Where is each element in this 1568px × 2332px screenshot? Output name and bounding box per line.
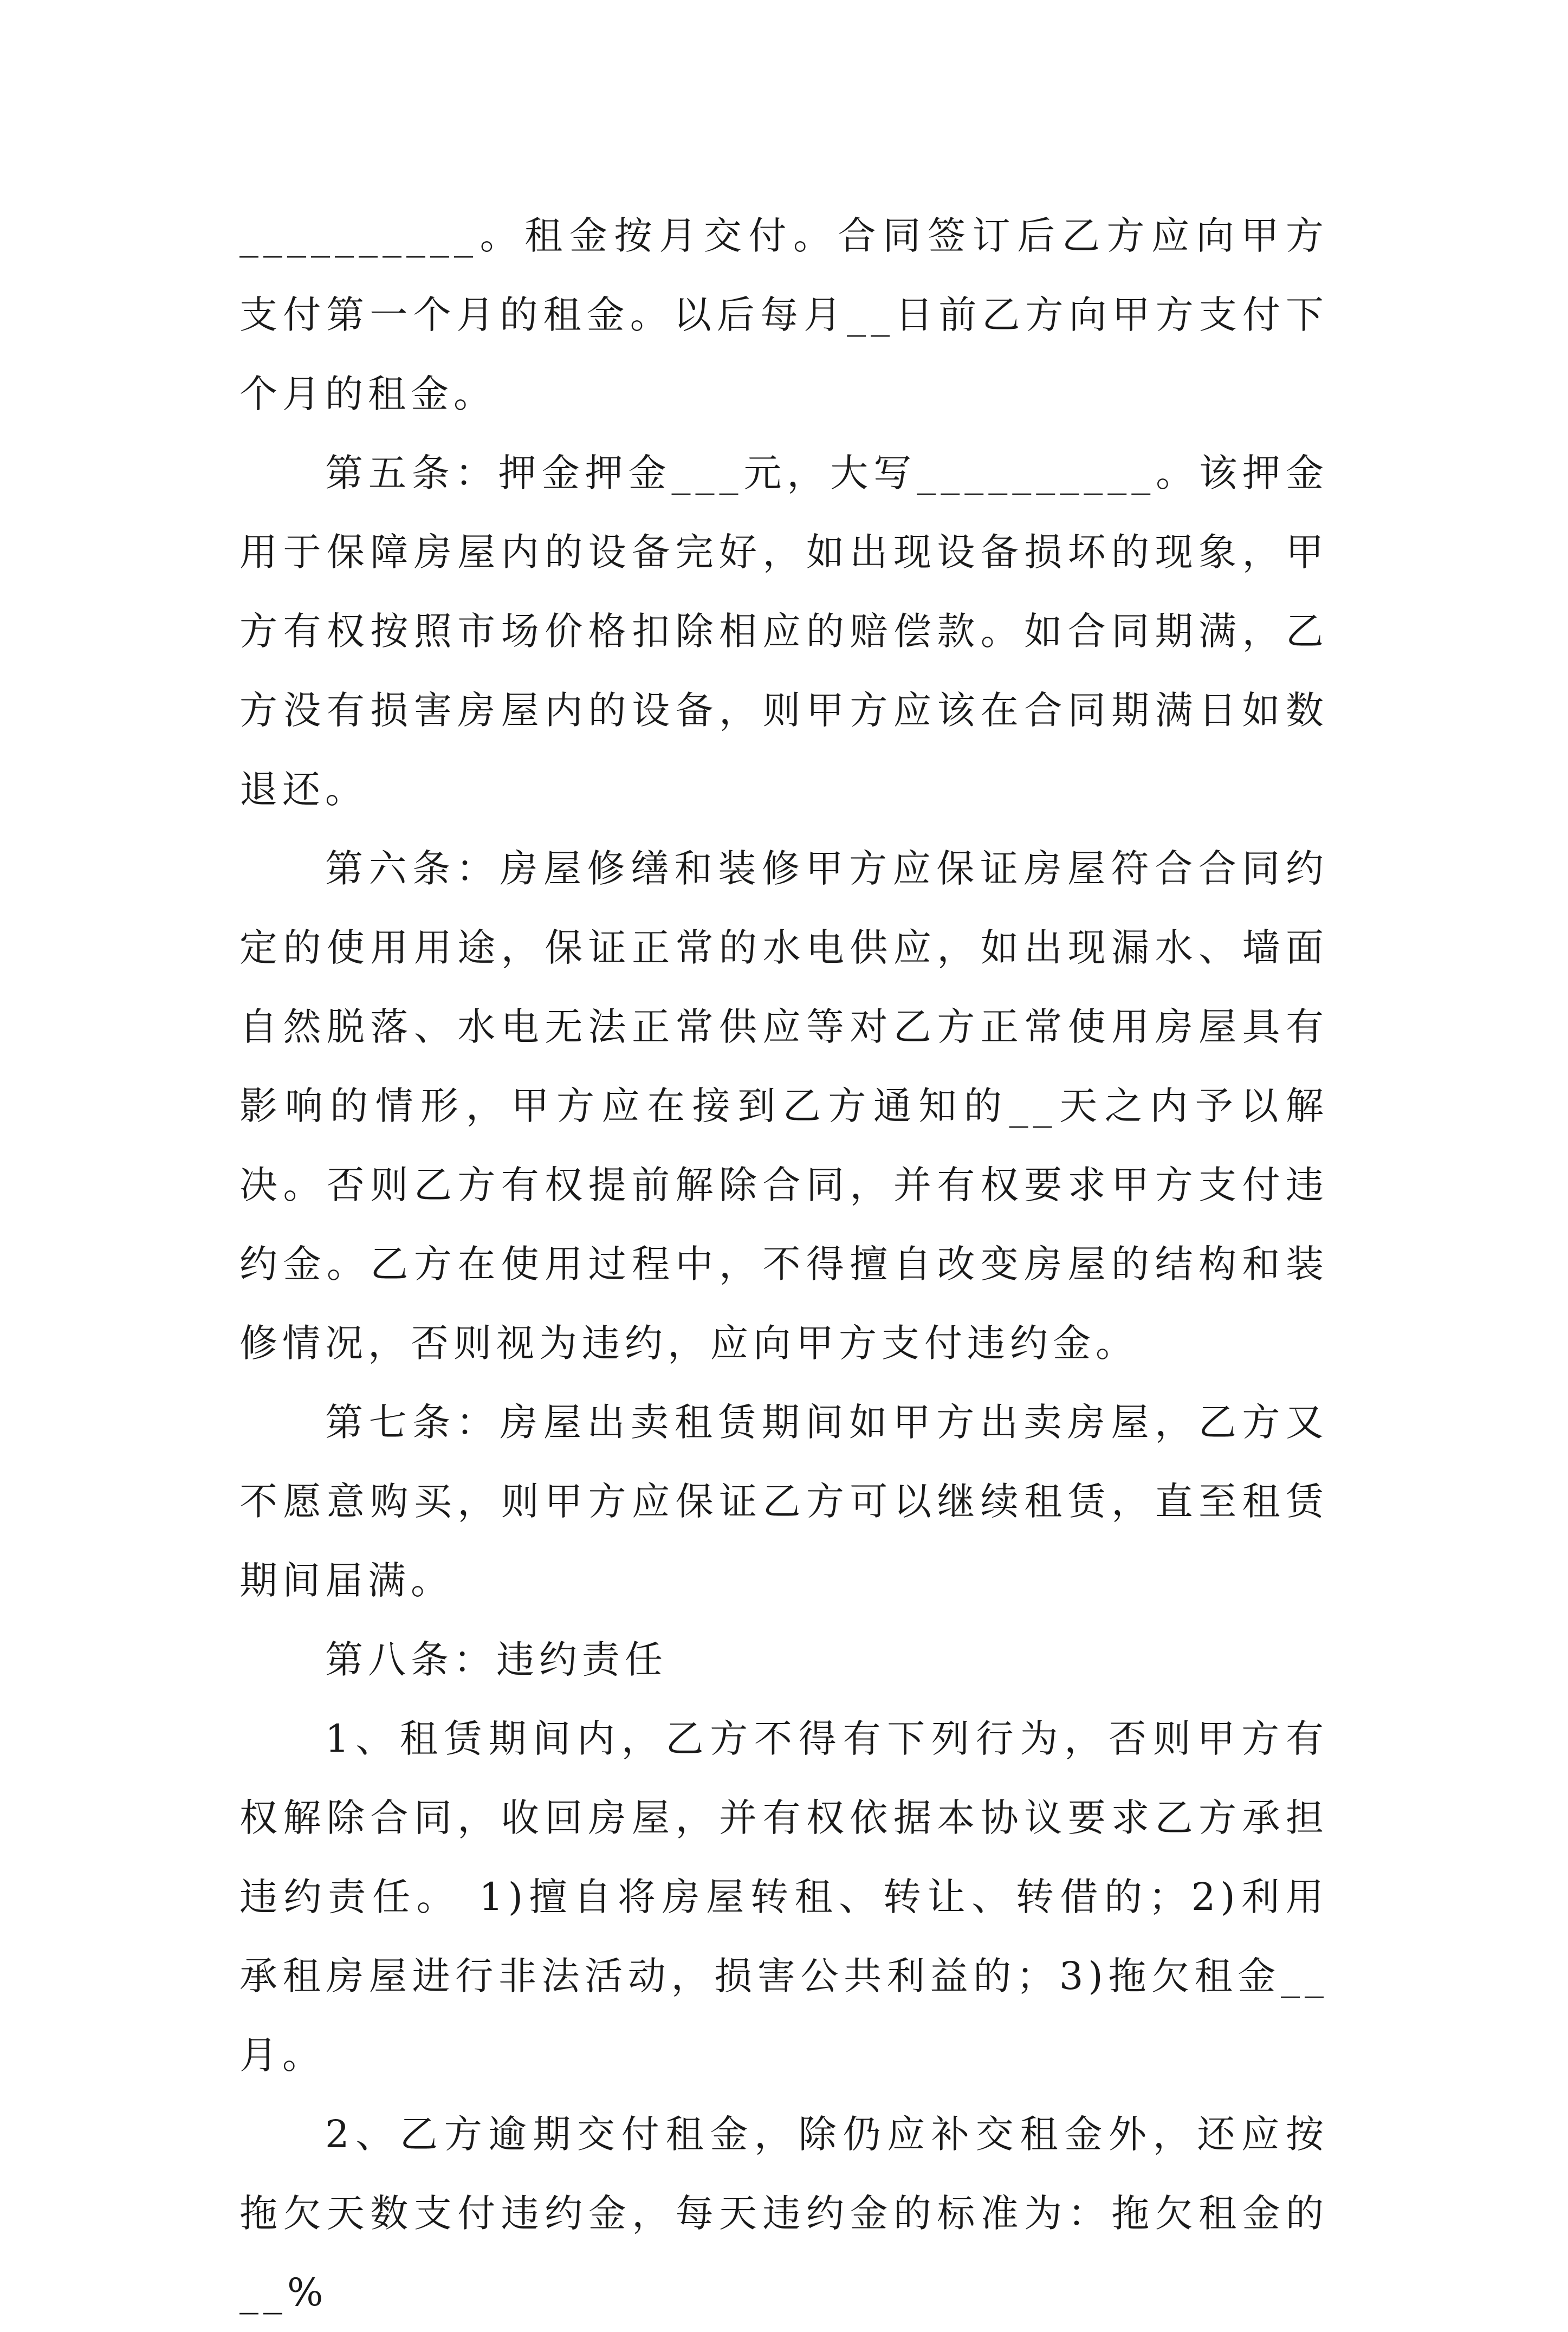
paragraph-article-6-repairs: 第六条：房屋修缮和装修甲方应保证房屋符合合同约定的使用用途，保证正常的水电供应，如出现漏水、墙面自然脱落、水电无法正常供应等对乙方正常使用房屋具有影响的情形，甲方应在接到乙方通知的__天之内予以解决。否则乙方有权提前解除合同，并有权要求甲方支付违约金。乙方在使用过程中，不得擅自改变房屋的结构和装修情况，否则视为违约，应向甲方支付违约金。 xyxy=(239,846,1329,1365)
paragraph-clause-1: 1、租赁期间内，乙方不得有下列行为，否则甲方有权解除合同，收回房屋，并有权依据本协议要求乙方承担违约责任。 1)擅自将房屋转租、转让、转借的；2)利用承租房屋进行非法活动，损害公共利益的；3)拖欠租金__月。 xyxy=(239,1716,1329,2077)
paragraph-rent-payment: __________。租金按月交付。合同签订后乙方应向甲方支付第一个月的租金。以后每月__日前乙方向甲方支付下个月的租金。 xyxy=(239,213,1329,416)
contract-body xyxy=(239,196,1329,2332)
paragraph-article-8-heading: 第八条：违约责任 xyxy=(325,1637,668,1682)
paragraph-article-5-deposit: 第五条：押金押金___元，大写__________。该押金用于保障房屋内的设备完好，如出现设备损坏的现象，甲方有权按照市场价格扣除相应的赔偿款。如合同期满，乙方没有损害房屋内的设备，则甲方应该在合同期满日如数退还。 xyxy=(239,451,1329,812)
paragraph-clause-2: 2、乙方逾期交付租金，除仍应补交租金外，还应按拖欠天数支付违约金，每天违约金的标准为：拖欠租金的__% xyxy=(239,2112,1329,2315)
paragraph-article-7-sale: 第七条：房屋出卖租赁期间如甲方出卖房屋，乙方又不愿意购买，则甲方应保证乙方可以继续租赁，直至租赁期间届满。 xyxy=(239,1400,1329,1603)
